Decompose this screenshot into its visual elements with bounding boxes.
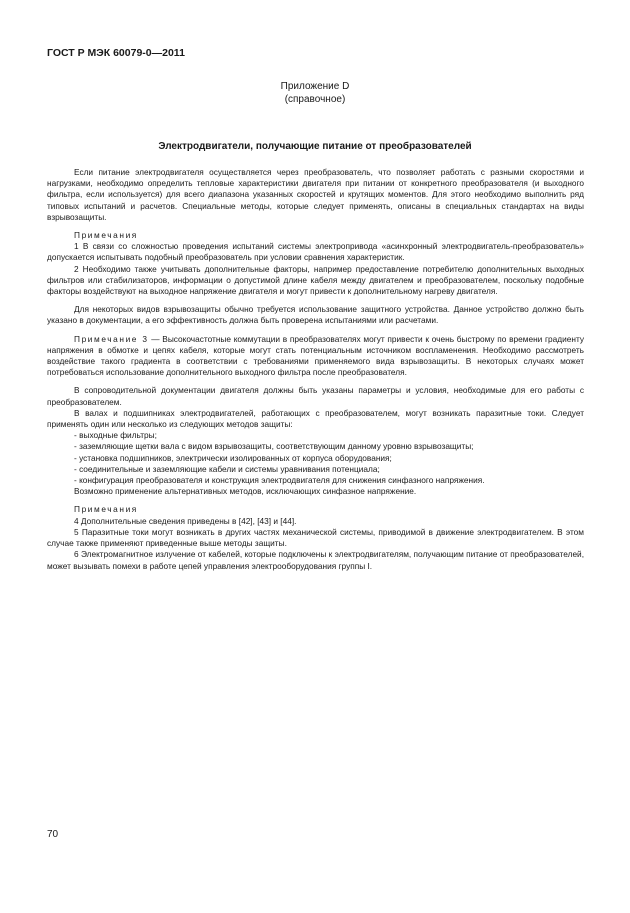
list-item: - установка подшипников, электрически изолированных от корпуса оборудования; — [74, 452, 392, 463]
protection-methods-list — [47, 430, 584, 497]
note-4: 4 Дополнительные сведения приведены в [42], [43] и [44]. — [74, 515, 297, 526]
paragraph-intro: Если питание электродвигателя осуществляется через преобразователь, что позволяет работать с разными скоростями и нагрузками, необходимо определить тепловые характеристики двигателя при питании от конкретного преобразователя (и выходного фильтра, если используется) для всего диапазона указанных скоростей и крутящих моментов. Для этого необходимо выполнить ряд типовых испытаний и расчетов. Специальные методы, которые следует применять, описаны в специальных стандартах на виды взрывозащиты. — [47, 167, 584, 222]
paragraph-documentation: В сопроводительной документации двигателя должны быть указаны параметры и условия, необходимые для его работы с преобразователем. — [47, 385, 584, 407]
section-title: Электродвигатели, получающие питание от преобразователей — [158, 141, 472, 152]
list-item: - заземляющие щетки вала с видом взрывозащиты, соответствующим данному уровню взрывозащиты; — [74, 441, 474, 452]
annex-heading — [0, 80, 630, 106]
note-5: 5 Паразитные токи могут возникать в других частях механической системы, приводимой в движение электродвигателем. В этом случае также применяют приведенные выше методы защиты. — [47, 526, 584, 549]
annex-subtitle: (справочное) — [284, 94, 346, 105]
list-item: - соединительные и заземляющие кабели и системы уравнивания потенциала; — [74, 463, 380, 474]
list-item: - выходные фильтры; — [74, 430, 157, 441]
paragraph-parasitic-currents: В валах и подшипниках электродвигателей, работающих с преобразователем, могут возникать паразитные токи. Следует применять один или несколько из следующих методов защиты: — [47, 407, 584, 430]
standard-header: ГОСТ Р МЭК 60079-0—2011 — [47, 47, 185, 59]
list-item-after: Возможно применение альтернативных методов, исключающих синфазное напряжение. — [74, 486, 417, 497]
paragraph-protection-device: Для некоторых видов взрывозащиты обычно требуется использование защитного устройства. Данное устройство должно быть указано в документации, а его эффективность должна быть проверена испытаниями или расчетами. — [47, 304, 584, 326]
document-body — [47, 167, 584, 572]
note-3 — [47, 334, 584, 379]
annex-title: Приложение D — [280, 81, 350, 92]
note-6: 6 Электромагнитное излучение от кабелей, которые подключены к электродвигателям, получающим питание от преобразователей, может вызывать помехи в работе цепей управления электрооборудования группы I. — [47, 549, 584, 571]
note-3-text: — Высокочастотные коммутации в преобразователях могут привести к очень быстрому по времени градиенту напряжения в обмотке и цепях кабеля, которые могут стать потенциальным источником воспламенения. Необходимо рассмотреть воздействие такого градиента в соответствии с требованиями применяемого вида взрывозащиты. В некоторых случаях может потребоваться использование дополнительного выходного фильтра после преобразователя. — [47, 333, 584, 378]
note-3-label: Примечание 3 — [74, 333, 149, 344]
list-item: - конфигурация преобразователя и конструкция электродвигателя для снижения синфазного напряжения. — [74, 475, 485, 486]
page-number: 70 — [47, 829, 59, 840]
note-1: 1 В связи со сложностью проведения испытаний системы электропривода «асинхронный электродвигатель-преобразователь» допускается испытывать подобный преобразователь при условии сравнения характеристик. — [47, 241, 584, 263]
notes-heading — [47, 230, 584, 241]
notes-heading-2 — [47, 504, 584, 515]
note-2: 2 Необходимо также учитывать дополнительные факторы, например предоставление потребителю дополнительных выходных фильтров или стабилизаторов, информации о допустимой длине кабеля между двигателем и преобразователем, поскольку подобные факторы воздействуют на выходное напряжение двигателя и могут привести к дополнительному нагреву двигателя. — [47, 263, 584, 297]
notes-heading-text: Примечания — [74, 230, 138, 241]
notes-heading-2-text: Примечания — [74, 504, 138, 515]
